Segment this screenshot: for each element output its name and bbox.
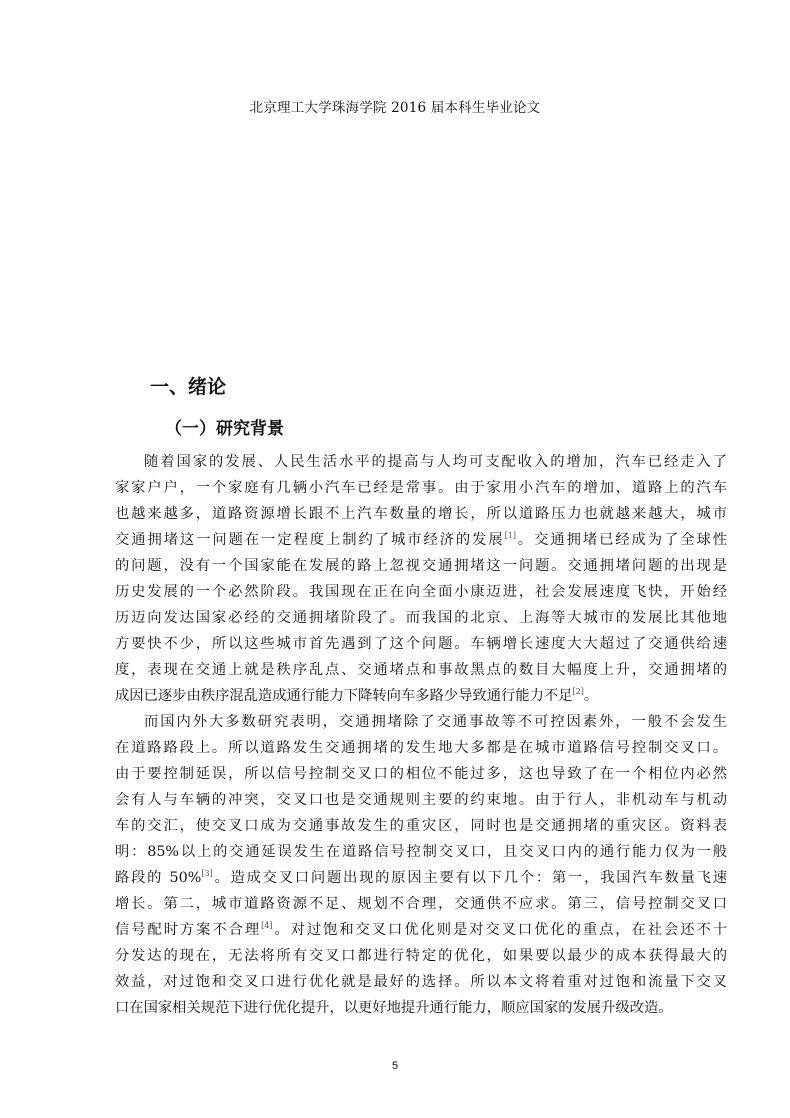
- chapter-heading: 一、绪论: [150, 376, 227, 398]
- text-segment: 历史发展的一个必然阶段。我国现在正在向全面小康迈进，社会发展速度飞快，开始经: [115, 584, 727, 600]
- text-line: [115, 813, 727, 839]
- text-line: [115, 527, 727, 553]
- text-segment: 路段的 50%: [115, 870, 202, 886]
- paragraph: [115, 449, 727, 709]
- page-header: 北京理工大学珠海学院 2016 届本科生毕业论文: [249, 100, 541, 116]
- page-number: 5: [391, 1060, 399, 1072]
- text-line: [115, 631, 727, 657]
- text-segment: 度，表现在交通上就是秩序乱点、交通堵点和事故黑点的数目大幅度上升，交通拥堵的: [115, 662, 727, 678]
- text-line: [115, 657, 727, 683]
- text-segment: 成因已逐步由秩序混乱造成通行能力下降转向车多路少导致通行能力不足: [115, 688, 573, 704]
- text-segment: 也越来越多，道路资源增长跟不上汽车数量的增长，所以道路压力也就越来越大，城市: [115, 506, 727, 522]
- text-line: [115, 761, 727, 787]
- citation-ref: [3]: [201, 869, 213, 878]
- text-line: [115, 735, 727, 761]
- text-line: [115, 865, 727, 891]
- text-segment: 效益，对过饱和交叉口进行优化就是最好的选择。所以本文将着重对过饱和流量下交叉: [115, 974, 727, 990]
- text-line: [115, 449, 727, 475]
- text-line: [115, 839, 727, 865]
- text-segment: 。造成交叉口问题出现的原因主要有以下几个：第一，我国汽车数量飞速: [212, 870, 727, 886]
- citation-ref: [1]: [504, 531, 516, 540]
- text-segment: 方要快不少，所以这些城市首先遇到了这个问题。车辆增长速度大大超过了交通供给速: [115, 636, 727, 652]
- text-line: [115, 917, 727, 943]
- text-segment: 而国内外大多数研究表明，交通拥堵除了交通事故等不可控因素外，一般不会发生: [144, 714, 727, 730]
- text-line: [115, 475, 727, 501]
- text-segment: 口在国家相关规范下进行优化提升，以更好地提升通行能力，顺应国家的发展升级改造。: [115, 1000, 673, 1016]
- text-segment: 。交通拥堵已经成为了全球性: [515, 532, 727, 548]
- text-segment: 信号配时方案不合理: [115, 922, 262, 938]
- text-segment: 。: [583, 688, 599, 704]
- citation-ref: [4]: [261, 921, 273, 930]
- text-segment: 车的交汇，使交叉口成为交通事故发生的重灾区，同时也是交通拥堵的重灾区。资料表: [115, 818, 727, 834]
- text-segment: 交通拥堵这一问题在一定程度上制约了城市经济的发展: [115, 532, 505, 548]
- text-segment: 的问题，没有一个国家能在发展的路上忽视交通拥堵这一问题。交通拥堵问题的出现是: [115, 558, 727, 574]
- text-line: [115, 943, 727, 969]
- text-line: [115, 787, 727, 813]
- text-segment: 家家户户，一个家庭有几辆小汽车已经是常事。由于家用小汽车的增加，道路上的汽车: [115, 480, 727, 496]
- text-line: [115, 553, 727, 579]
- text-line: [115, 605, 727, 631]
- section-heading: （一）研究背景: [165, 419, 284, 439]
- text-line: [115, 579, 727, 605]
- text-line: [115, 709, 727, 735]
- body-text: [115, 449, 727, 1021]
- citation-ref: [2]: [572, 687, 584, 696]
- text-segment: 在道路路段上。所以道路发生交通拥堵的发生地大多都是在城市道路信号控制交叉口。: [115, 740, 727, 756]
- text-line: [115, 995, 727, 1021]
- text-line: [115, 501, 727, 527]
- text-segment: 由于要控制延误，所以信号控制交叉口的相位不能过多，这也导致了在一个相位内必然: [115, 766, 727, 782]
- text-segment: 分发达的现在，无法将所有交叉口都进行特定的优化，如果要以最少的成本获得最大的: [115, 948, 727, 964]
- text-line: [115, 891, 727, 917]
- text-line: [115, 683, 727, 709]
- text-line: [115, 969, 727, 995]
- text-segment: 随着国家的发展、人民生活水平的提高与人均可支配收入的增加，汽车已经走入了: [144, 454, 727, 470]
- text-segment: 增长。第二，城市道路资源不足、规划不合理，交通供不应求。第三，信号控制交叉口: [115, 896, 727, 912]
- text-segment: 明：85%以上的交通延误发生在道路信号控制交叉口，且交叉口内的通行能力仅为一般: [115, 844, 727, 860]
- paragraph: [115, 709, 727, 1021]
- text-segment: 。对过饱和交叉口优化则是对交叉口优化的重点，在社会还不十: [272, 922, 727, 938]
- text-segment: 会有人与车辆的冲突，交叉口也是交通规则主要的约束地。由于行人，非机动车与机动: [115, 792, 727, 808]
- text-segment: 历迈向发达国家必经的交通拥堵阶段了。而我国的北京、上海等大城市的发展比其他地: [115, 610, 727, 626]
